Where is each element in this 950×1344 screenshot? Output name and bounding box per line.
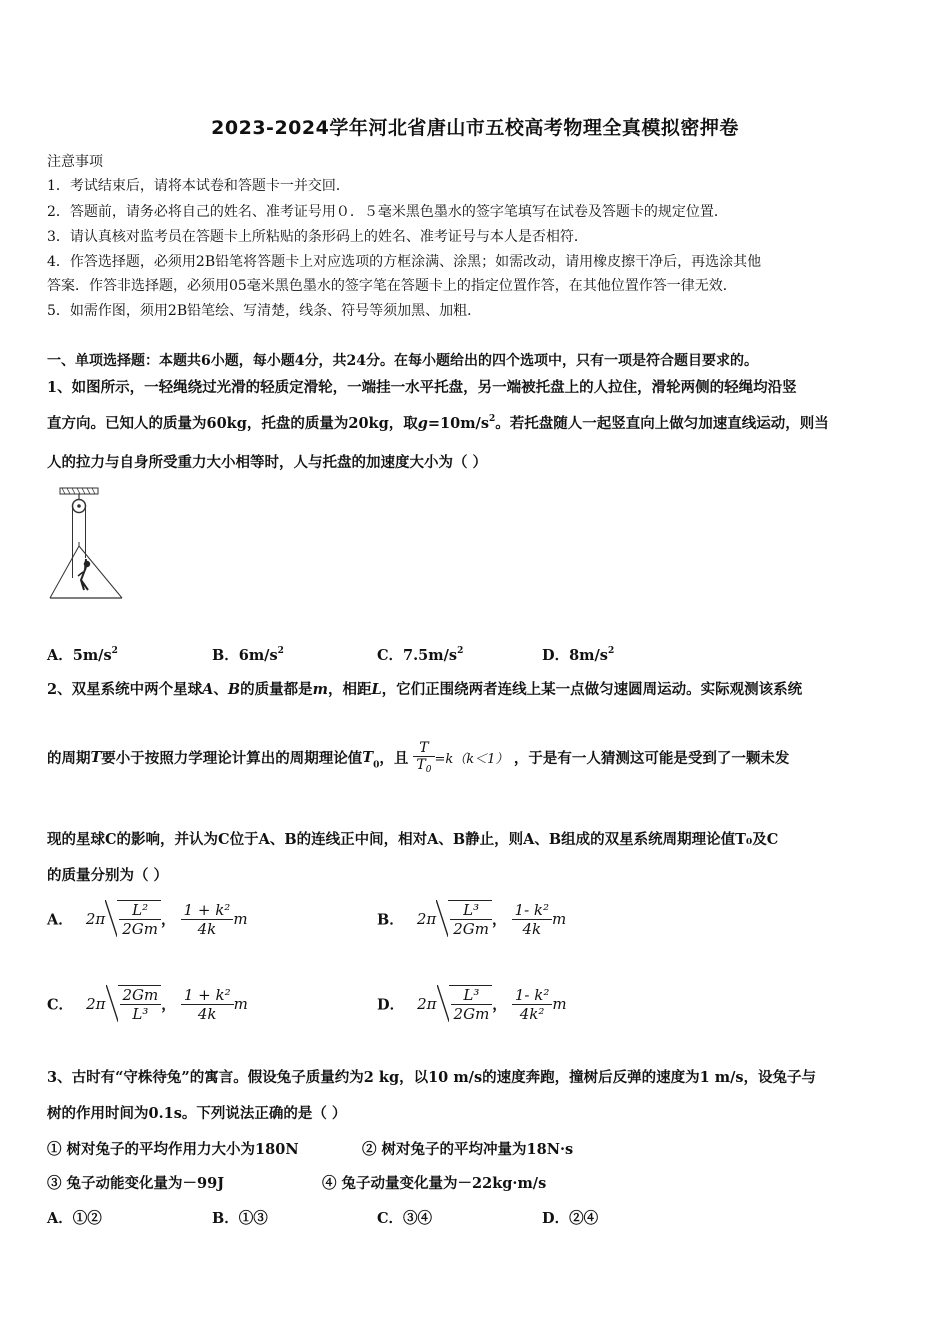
notice-item-3: 3．请认真核对监考员在答题卡上所粘贴的条形码上的姓名、准考证号与本人是否相符． bbox=[47, 229, 588, 245]
q1-line1: 1、如图所示，一轻绳绕过光滑的轻质定滑轮，一端挂一水平托盘，另一端被托盘上的人拉住，滑轮两侧的轻绳均沿竖 bbox=[47, 379, 797, 396]
notice-item-1: 1．考试结束后，请将本试卷和答题卡一并交回． bbox=[47, 178, 350, 194]
notice-item-4: 4．作答选择题，必须用2B铅笔将答题卡上对应选项的方框涂满、涂黑；如需改动，请用橡皮擦干净后，再选涂其他 bbox=[47, 254, 762, 270]
q1-option-b[interactable]: B．$6m/s^2$ bbox=[212, 646, 284, 664]
q1-line2-b: =10m/s bbox=[427, 415, 490, 432]
notice-heading: 注意事项 bbox=[47, 154, 103, 170]
q3-statement-2: ② 树对兔子的平均冲量为18N·s bbox=[362, 1141, 574, 1158]
q1-line2 bbox=[47, 412, 829, 433]
q1-line2-a: 直方向。已知人的质量为60kg，托盘的质量为20kg，取 bbox=[47, 415, 418, 432]
q3-option-c[interactable]: C．③④ bbox=[377, 1210, 433, 1227]
t-ratio-fraction: $\frac{T}{T_0}$ bbox=[413, 740, 434, 775]
q2-option-a[interactable]: A． 2π $\frac{\text{L²}}{2Gm}$ ， $\frac{\text{1 + k²}}{4k}$ m bbox=[47, 900, 248, 938]
q3-option-d[interactable]: D．②④ bbox=[542, 1210, 599, 1227]
q2-line3: 现的星球C的影响，并认为C位于A、B的连线正中间，相对A、B静止，则A、B组成的双星系统周期理论值T₀及C bbox=[47, 831, 779, 848]
q3-line2: 树的作用时间为0.1s。下列说法正确的是（ ） bbox=[47, 1105, 347, 1122]
q1-option-a[interactable]: A．$5m/s^2$ bbox=[47, 646, 118, 664]
pulley-diagram bbox=[48, 486, 126, 604]
q2-line2: 的周期T要小于按照力学理论计算出的周期理论值$T_0$，且 $\frac{T}{T_0}$ =k（k＜1） ，于是有一人猜测这可能是受到了一颗未发 bbox=[47, 740, 790, 775]
person-icon bbox=[78, 559, 90, 590]
q3-statement-4: ④ 兔子动量变化量为－22kg·m/s bbox=[322, 1175, 547, 1192]
q1-line2-c: 。若托盘随人一起竖直向上做匀加速直线运动，则当 bbox=[495, 415, 829, 432]
section-heading: 一、单项选择题：本题共6小题，每小题4分，共24分。在每小题给出的四个选项中，只有一项是符合题目要求的。 bbox=[47, 353, 758, 369]
page-title: 2023-2024学年河北省唐山市五校高考物理全真模拟密押卷 bbox=[211, 117, 739, 139]
notice-item-4-cont: 答案．作答非选择题，必须用05毫米黑色墨水的签字笔在答题卡上的指定位置作答，在其他位置作答一律无效． bbox=[47, 278, 737, 294]
q3-line1: 3、古时有“守株待兔”的寓言。假设兔子质量约为2 kg，以10 m/s的速度奔跑，撞树后反弹的速度为1 m/s，设兔子与 bbox=[47, 1069, 817, 1086]
q2-line1: 2、双星系统中两个星球A、B的质量都是m，相距L，它们正围绕两者连线上某一点做匀速圆周运动。实际观测该系统 bbox=[47, 681, 803, 698]
q1-option-c[interactable]: C．$7.5m/s^2$ bbox=[377, 646, 464, 664]
notice-item-5: 5．如需作图，须用2B铅笔绘、写清楚，线条、符号等须加黑、加粗． bbox=[47, 303, 482, 319]
q1-exp: 2 bbox=[489, 414, 496, 424]
q2-option-c[interactable]: C． 2π $\frac{2Gm}{\text{L³}}$ ， $\frac{\text{1 + k²}}{4k}$ m bbox=[47, 985, 248, 1023]
q3-statement-3: ③ 兔子动能变化量为－99J bbox=[47, 1175, 225, 1192]
q1-line3: 人的拉力与自身所受重力大小相等时，人与托盘的加速度大小为（ ） bbox=[47, 454, 488, 471]
q3-statement-1: ① 树对兔子的平均作用力大小为180N bbox=[47, 1141, 299, 1158]
q1-option-d[interactable]: D．$8m/s^2$ bbox=[542, 646, 615, 664]
q2-line4: 的质量分别为（ ） bbox=[47, 867, 169, 884]
q1-g-symbol: g bbox=[417, 415, 428, 432]
q2-option-b[interactable]: B． 2π $\frac{\text{L³}}{2Gm}$ ， $\frac{\text{1- k²}}{4k}$ m bbox=[377, 900, 567, 938]
q3-option-a[interactable]: A．①② bbox=[47, 1210, 102, 1227]
q2-option-d[interactable]: D． 2π $\frac{\text{L³}}{2Gm}$ ， $\frac{\text{1- k²}}{\text{4k²}}$ m bbox=[377, 985, 567, 1023]
notice-item-2: 2．答题前，请务必将自己的姓名、准考证号用０．５毫米黑色墨水的签字笔填写在试卷及答题卡的规定位置． bbox=[47, 204, 728, 220]
q3-option-b[interactable]: B．①③ bbox=[212, 1210, 268, 1227]
